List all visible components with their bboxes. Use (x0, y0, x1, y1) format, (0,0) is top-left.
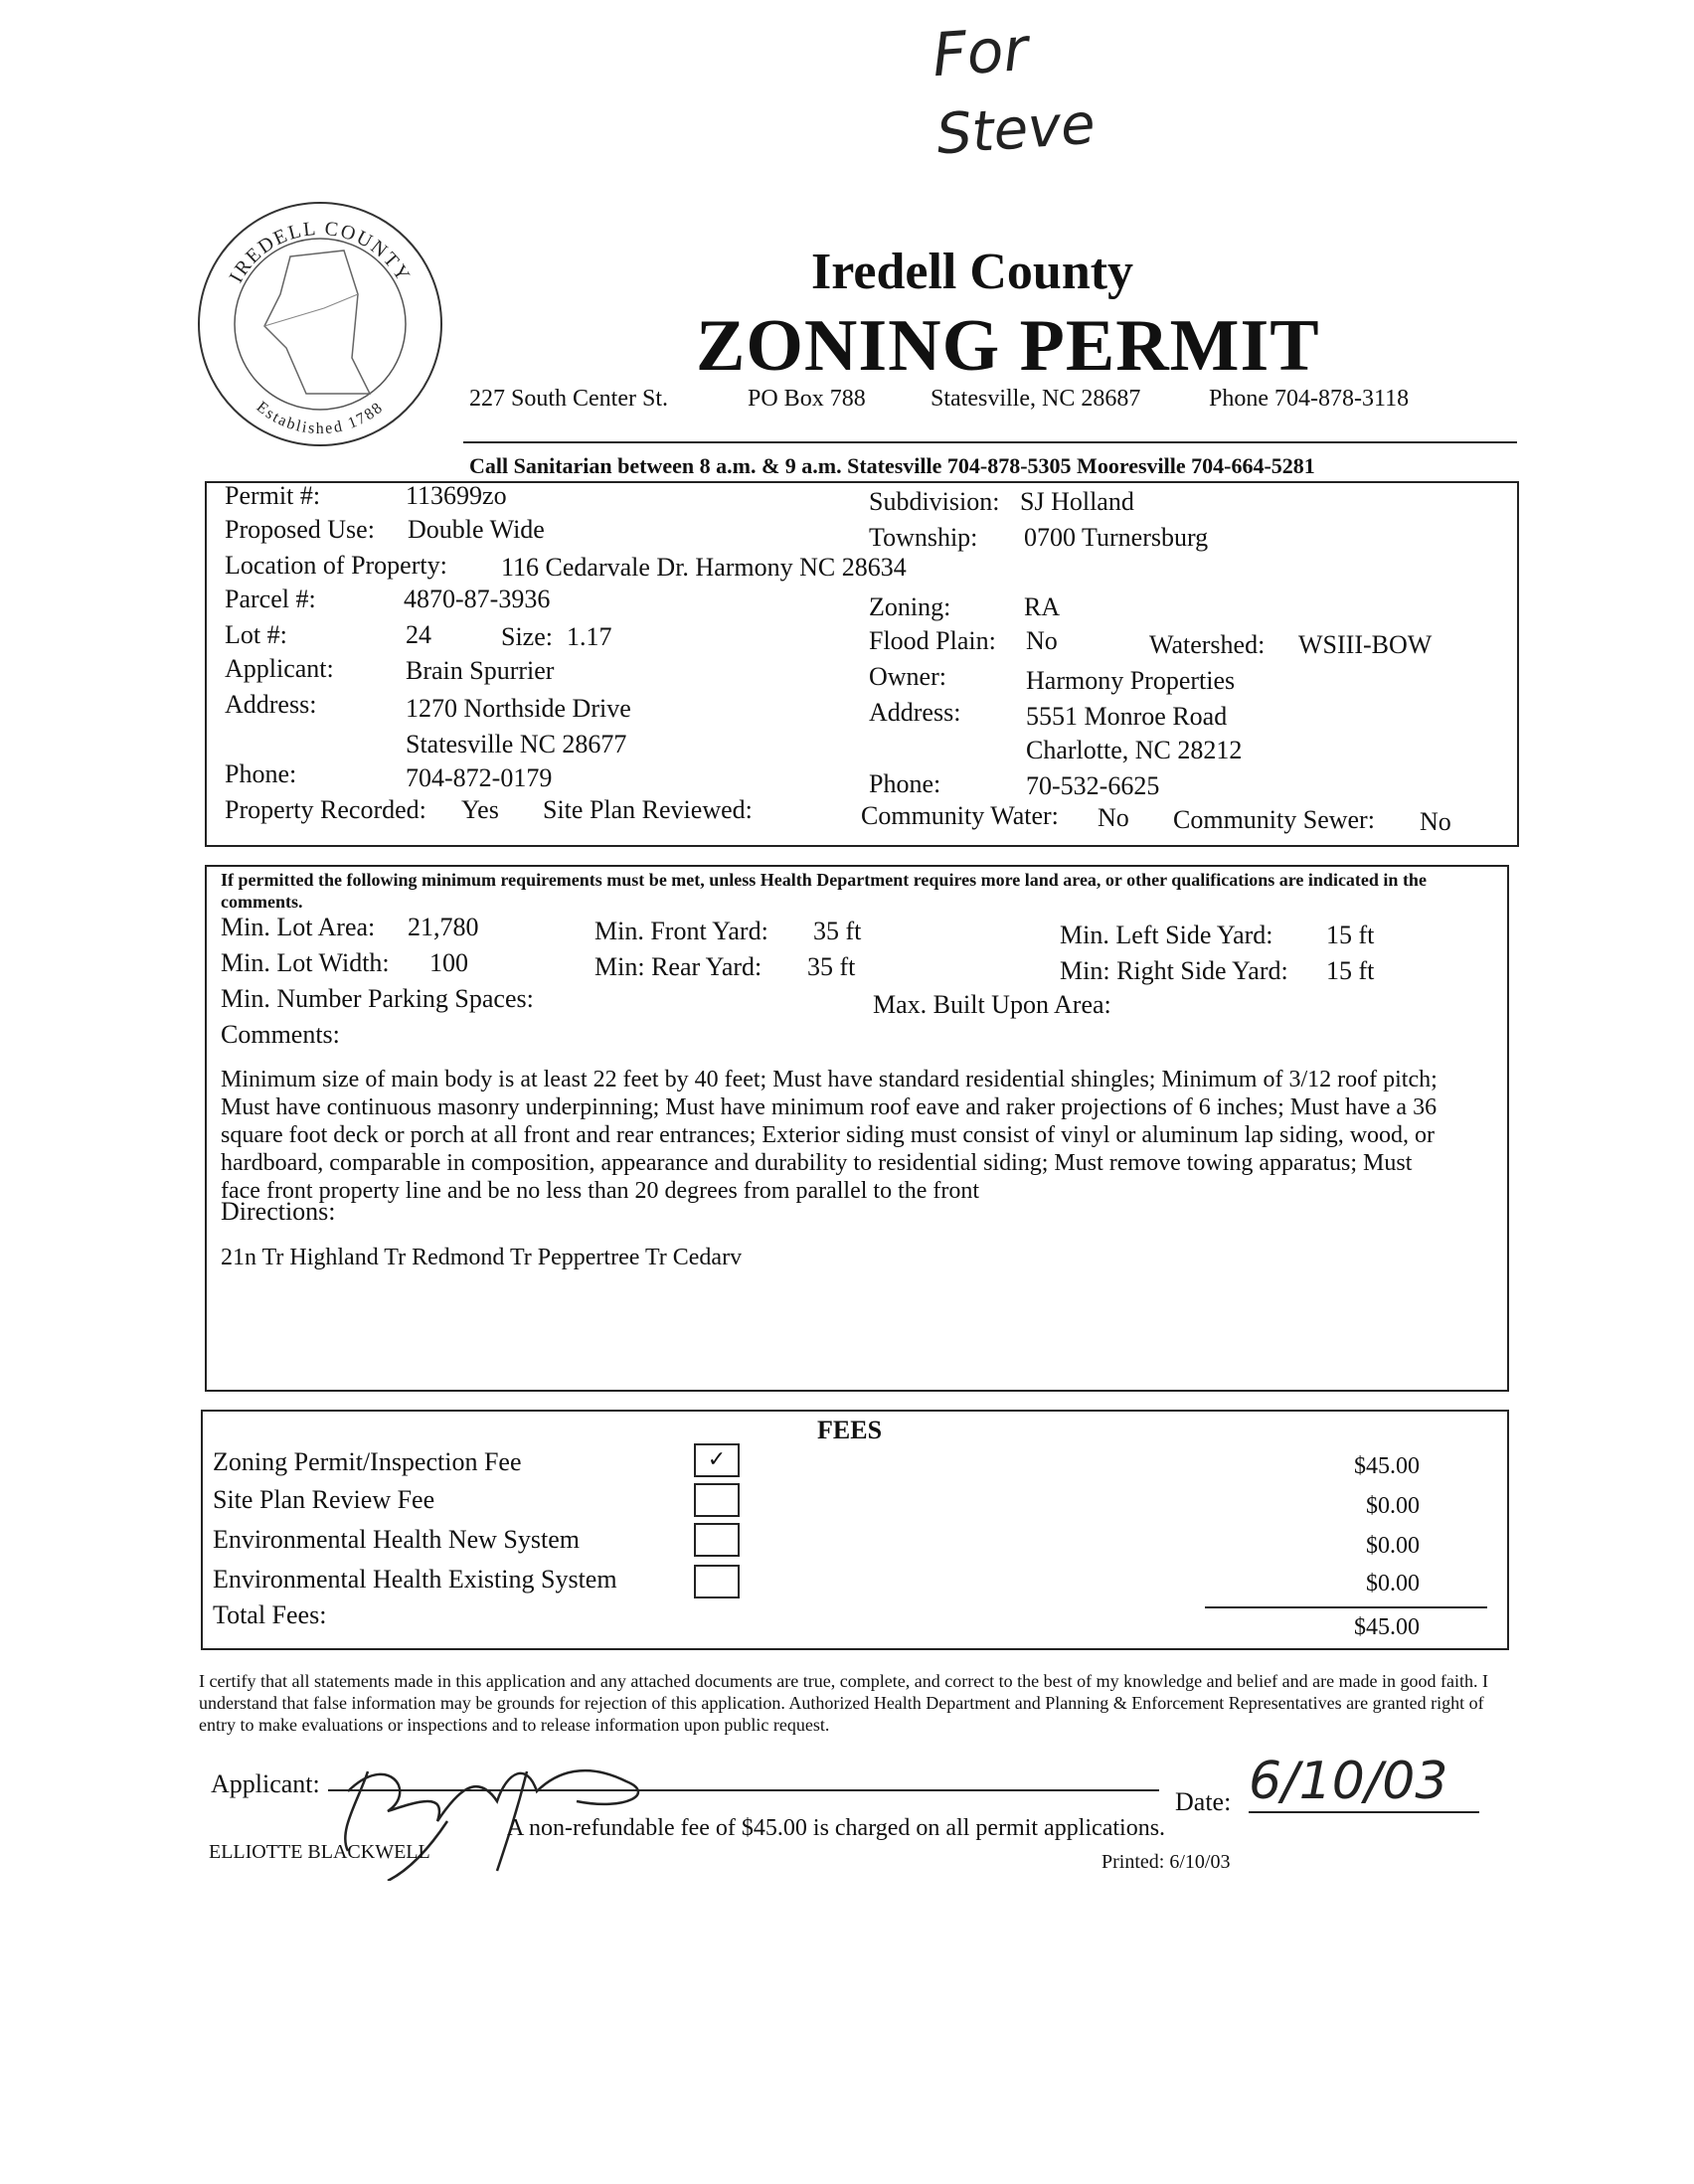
flood-plain-value: No (1026, 626, 1058, 655)
size-value: 1.17 (567, 622, 612, 651)
fee-label-env-health-existing: Environmental Health Existing System (213, 1565, 617, 1594)
handwritten-note-line-1: For (930, 14, 1031, 91)
subdivision-value: SJ Holland (1020, 487, 1134, 516)
applicant-label: Applicant: (225, 654, 334, 683)
max-built-upon-label: Max. Built Upon Area: (873, 990, 1111, 1019)
parcel-label: Parcel #: (225, 585, 316, 613)
checkbox-env-health-new[interactable] (694, 1523, 740, 1557)
applicant-address-label: Address: (225, 690, 317, 719)
header-divider (463, 441, 1517, 443)
comments-text: Minimum size of main body is at least 22 feet by 40 feet; Must have standard residential shingles; Minimum of 3/12 roof pitch; Must have continuous masonry underpinning; Must have minimum roof eave and raker projections of 6 inches; Must have a 36 square foot deck or porch at all front and rear entrances; Exterior siding must consist of vinyl or aluminum lap siding, wood, or hardboard, comparable in composition, appearance and durability to residential siding; Must remove towing apparatus; Must face front property line and be no less than 20 degrees from parallel to the front (221, 1067, 1438, 1204)
size-label: Size: (501, 622, 553, 651)
min-left-side-yard-label: Min. Left Side Yard: (1060, 921, 1273, 949)
checkbox-site-plan[interactable] (694, 1483, 740, 1517)
applicant-phone-label: Phone: (225, 759, 297, 788)
min-lot-width-value: 100 (429, 948, 468, 977)
applicant-phone: 704-872-0179 (406, 763, 553, 792)
fee-label-site-plan: Site Plan Review Fee (213, 1485, 435, 1514)
lot-label: Lot #: (225, 620, 287, 649)
parcel-value: 4870-87-3936 (404, 585, 551, 613)
applicant-name: Brain Spurrier (406, 656, 555, 685)
checkbox-zoning-permit[interactable]: ✓ (694, 1443, 740, 1477)
owner-address-label: Address: (869, 698, 961, 727)
page-title: ZONING PERMIT (696, 305, 1320, 387)
fee-amount-zoning-permit: $45.00 (1354, 1453, 1420, 1479)
min-front-yard-label: Min. Front Yard: (594, 917, 768, 945)
comments-label: Comments: (221, 1020, 340, 1049)
non-refundable-fee-note: A non-refundable fee of $45.00 is charged on all permit applications. (507, 1815, 1166, 1841)
checkbox-env-health-existing[interactable] (694, 1565, 740, 1598)
min-front-yard-value: 35 ft (813, 917, 862, 945)
fees-title: FEES (817, 1416, 883, 1444)
printed-date: Printed: 6/10/03 (1101, 1851, 1231, 1873)
zoning-value: RA (1024, 592, 1061, 621)
directions-label: Directions: (221, 1197, 336, 1226)
owner-address-line-1: 5551 Monroe Road (1026, 702, 1228, 731)
watershed-label: Watershed: (1149, 630, 1266, 659)
min-lot-area-label: Min. Lot Area: (221, 913, 376, 941)
applicant-signature-label: Applicant: (211, 1769, 320, 1798)
applicant-address-line-1: 1270 Northside Drive (406, 694, 631, 723)
header-city: Statesville, NC 28687 (931, 386, 1141, 412)
proposed-use-value: Double Wide (408, 515, 545, 544)
min-lot-width-label: Min. Lot Width: (221, 948, 390, 977)
community-sewer-label: Community Sewer: (1173, 805, 1375, 834)
community-water-value: No (1098, 803, 1129, 832)
flood-plain-label: Flood Plain: (869, 626, 996, 655)
owner-address-line-2: Charlotte, NC 28212 (1026, 736, 1243, 764)
header-po-box: PO Box 788 (748, 386, 866, 412)
owner-label: Owner: (869, 662, 946, 691)
min-rear-yard-label: Min: Rear Yard: (594, 952, 762, 981)
community-water-label: Community Water: (861, 801, 1059, 830)
watershed-value: WSIII-BOW (1298, 630, 1433, 659)
min-rear-yard-value: 35 ft (807, 952, 856, 981)
min-left-side-yard-value: 15 ft (1326, 921, 1375, 949)
permit-details-box (205, 481, 1519, 847)
county-name: Iredell County (811, 244, 1134, 300)
location-value: 116 Cedarvale Dr. Harmony NC 28634 (501, 553, 907, 582)
min-right-side-yard-value: 15 ft (1326, 956, 1375, 985)
township-value: 0700 Turnersburg (1024, 523, 1209, 552)
property-recorded-value: Yes (461, 795, 499, 824)
community-sewer-value: No (1420, 807, 1451, 836)
owner-name: Harmony Properties (1026, 666, 1236, 695)
site-plan-label: Site Plan Reviewed: (543, 795, 753, 824)
location-label: Location of Property: (225, 551, 447, 580)
directions-text: 21n Tr Highland Tr Redmond Tr Peppertree Tr Cedarv (221, 1245, 743, 1270)
zoning-label: Zoning: (869, 592, 951, 621)
requirements-intro: If permitted the following minimum requirements must be met, unless Health Department requires more land area, or other qualifications are indicated in the comments. (221, 870, 1427, 912)
owner-phone: 70-532-6625 (1026, 771, 1160, 800)
date-label: Date: (1175, 1787, 1232, 1816)
header-phone: Phone 704-878-3118 (1209, 386, 1410, 412)
min-right-side-yard-label: Min: Right Side Yard: (1060, 956, 1288, 985)
header-street: 227 South Center St. (469, 386, 669, 412)
svg-text:IREDELL COUNTY (226, 218, 416, 286)
fee-amount-env-health-new: $0.00 (1366, 1533, 1420, 1559)
fee-label-env-health-new: Environmental Health New System (213, 1525, 580, 1554)
handwritten-note-line-2: Steve (933, 91, 1098, 168)
property-recorded-label: Property Recorded: (225, 795, 426, 824)
fee-label-zoning-permit: Zoning Permit/Inspection Fee (213, 1447, 522, 1476)
date-handwritten: 6/10/03 (1249, 1752, 1448, 1811)
total-fees-label: Total Fees: (213, 1600, 327, 1629)
county-seal-icon (195, 199, 445, 449)
min-lot-area-value: 21,780 (408, 913, 479, 941)
parking-spaces-label: Min. Number Parking Spaces: (221, 984, 534, 1013)
officer-name: ELLIOTTE BLACKWELL (209, 1841, 430, 1863)
applicant-signature-line (328, 1789, 1159, 1791)
sanitarian-note: Call Sanitarian between 8 a.m. & 9 a.m. Statesville 704-878-5305 Mooresville 704-664-5281 (469, 453, 1315, 478)
owner-phone-label: Phone: (869, 769, 941, 798)
fee-amount-env-health-existing: $0.00 (1366, 1571, 1420, 1596)
permit-number-label: Permit #: (225, 481, 321, 510)
svg-text:Established 1788 (254, 399, 388, 437)
applicant-address-line-2: Statesville NC 28677 (406, 730, 627, 758)
proposed-use-label: Proposed Use: (225, 515, 375, 544)
total-fees-value: $45.00 (1354, 1614, 1420, 1640)
lot-value: 24 (406, 620, 431, 649)
seal-bottom-text: Established 1788 (253, 398, 388, 438)
fee-amount-site-plan: $0.00 (1366, 1493, 1420, 1519)
township-label: Township: (869, 523, 978, 552)
seal-top-text: IREDELL COUNTY (225, 217, 416, 287)
certification-text: I certify that all statements made in this application and any attached documents are true, complete, and correct to the best of my knowledge and belief and are made in good faith. I understand that false information may be grounds for rejection of this application. Authorized Health Department and Planning & Enforcement Representatives are granted right of entry to make evaluations or inspections and to release information upon public request. (199, 1671, 1489, 1735)
permit-number: 113699zo (406, 481, 507, 510)
subdivision-label: Subdivision: (869, 487, 1000, 516)
fees-total-divider (1205, 1606, 1487, 1608)
date-line (1249, 1811, 1479, 1813)
